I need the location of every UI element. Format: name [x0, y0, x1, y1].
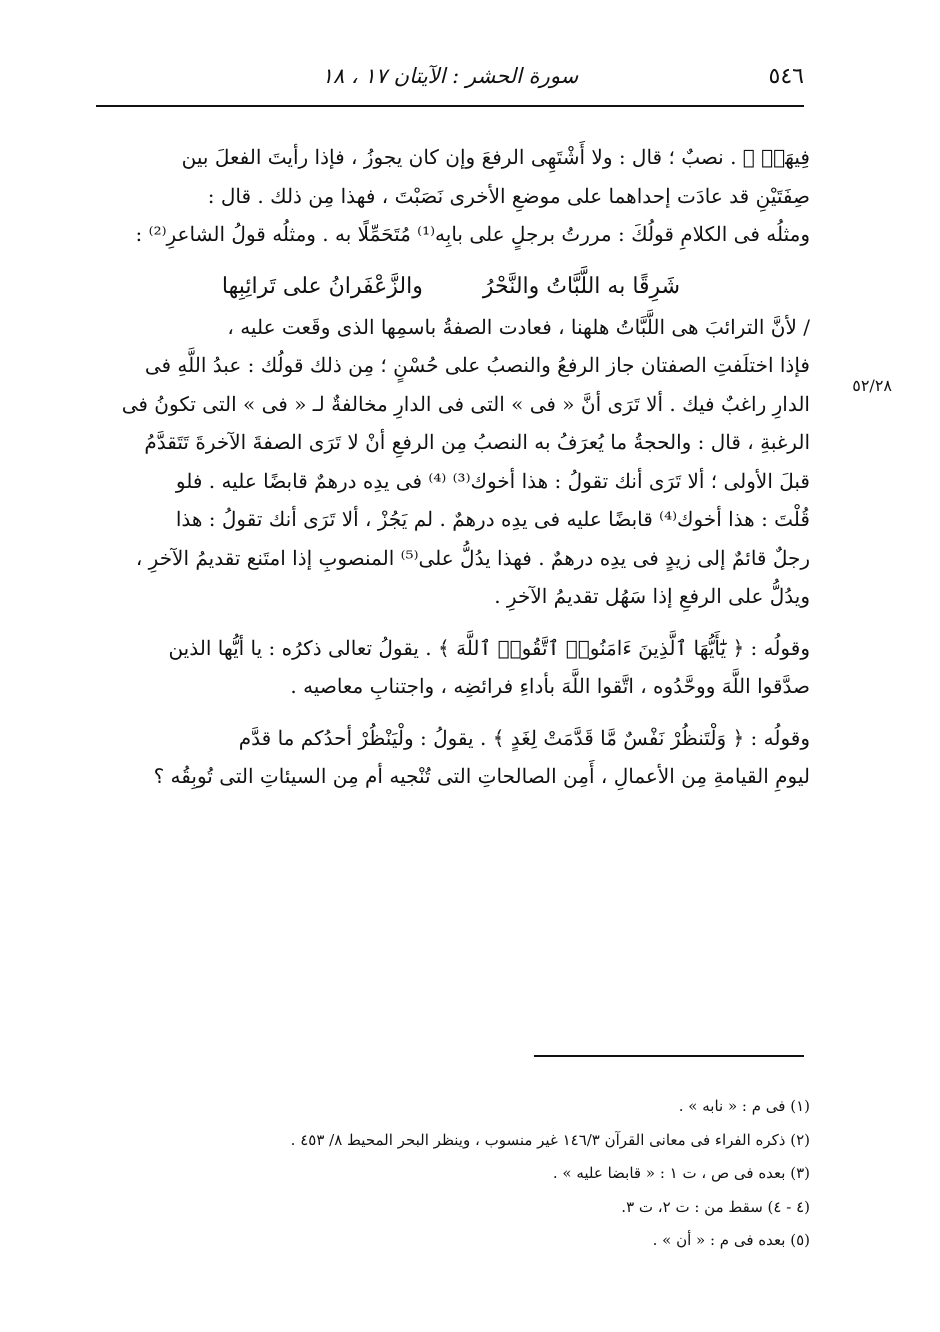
text-line: / لأنَّ الترائبَ هى اللَّبَّاتُ هلهنا ، فعادت الصفةُ باسمِها الذى وقَعت عليه ، [227, 314, 810, 339]
text-line: الدارِ راغبٌ فيك . ألا تَرَى أنَّ « فى » التى فى الدارِ مخالفةٌ لـ « فى » التى تكونُ فى [121, 391, 810, 416]
text-line: وقولُه : ﴿ يَٰٓأَيُّهَا ٱلَّذِينَ ءَامَنُوا۟ ٱتَّقُوا۟ ٱللَّهَ ﴾ . يقولُ تعالى ذكرُه : يا أيُّها الذين [168, 635, 810, 660]
running-title: سورة الحشر : الآيتان ١٧ ، ١٨ [321, 64, 579, 88]
text-line: ليومِ القيامةِ مِن الأعمالِ ، أَمِن الصالحاتِ التى تُنْجيه أم مِن السيئاتِ التى تُوبِقُه ؟ [153, 764, 810, 788]
paragraph-1 [92, 138, 810, 254]
paragraph-2 [92, 308, 810, 616]
page-number: ٥٤٦ [768, 64, 804, 89]
text-line: وقولُه : ﴿ وَلْتَنظُرْ نَفْسٌ مَّا قَدَّمَتْ لِغَدٍ ﴾ . يقولُ : ولْيَنْظُرْ أحدُكم ما قدَّم [238, 725, 810, 750]
page-header [96, 58, 804, 98]
text-line: فإذا اختلَفتِ الصفتان جاز الرفعُ والنصبُ على حُسْنٍ ؛ مِن ذلك قولُك : عبدُ اللَّهِ فى [144, 353, 810, 377]
verse-second-hemistich: والزَّعْفَرانُ على تَرائِبِها [221, 273, 423, 299]
margin-reference: ٥٢/٢٨ [852, 376, 892, 395]
footnotes [200, 1090, 810, 1258]
footnote-separator [534, 1055, 804, 1057]
main-text [92, 138, 810, 796]
footnote: (٢) ذكره الفراء فى معانى القرآن ١٤٦/٣ غير منسوب ، وينظر البحر المحيط ٨/ ٤٥٣ . [290, 1130, 810, 1149]
text-line: قبلَ الأولى ؛ ألا تَرَى أنك تقولُ : هذا أخوك⁽³⁾ ⁽⁴⁾ فى يدِه درهمٌ قابضًا عليه . فلو [175, 468, 810, 493]
poetry-verse [92, 268, 810, 306]
paragraph-4 [92, 719, 810, 796]
verse-first-hemistich: شَرِقًا به اللَّبَّاتُ والنَّحْرُ [482, 273, 681, 299]
text-line: رجلٌ قائمٌ إلى زيدٍ فى يدِه درهمٌ . فهذا يدُلُّ على⁽⁵⁾ المنصوبِ إذا امتَنع تقديمُ الآخرِ ، [135, 545, 810, 570]
text-line: الرغبةِ ، قال : والحجةُ ما يُعرَفُ به النصبُ مِن الرفعِ أنْ لا تَرَى الصفةَ الآخرةَ تَتَقدَّمُ [144, 430, 810, 454]
footnote: (٥) بعده فى م : « أن » . [652, 1231, 810, 1249]
footnote: (٣) بعده فى ص ، ت ١ : « قابضا عليه » . [552, 1164, 810, 1182]
text-line: صِفَتَيْنِ قد عادَت إحداهما على موضعِ الأخرى نَصَبْتَ ، فهذا مِن ذلك . قال : [207, 183, 810, 208]
text-line: قُلْتَ : هذا أخوك⁽⁴⁾ قابضًا عليه فى يدِه درهمٌ . لم يَجُزْ ، ألا تَرَى أنك تقولُ : هذا [175, 507, 810, 531]
paragraph-3 [92, 629, 810, 706]
footnote: (٤ - ٤) سقط من : ت ٢، ت ٣. [621, 1197, 810, 1216]
footnote: (١) فى م : « نابه » . [678, 1097, 810, 1115]
header-rule [96, 105, 804, 107]
text-line: فِيهَاۚ ﴾ . نصبٌ ؛ قال : ولا أَشْتَهِى الرفعَ وإن كان يجوزُ ، فإذا رأيتَ الفعلَ بين [181, 145, 810, 169]
text-line: ويدُلُّ على الرفعِ إذا سَهُل تقديمُ الآخرِ . [494, 584, 810, 608]
text-line: صدَّقوا اللَّهَ ووحَّدُوه ، اتَّقوا اللَّهَ بأداءِ فرائضِه ، واجتنابِ معاصيه . [290, 674, 810, 698]
text-line: ومثلُه فى الكلامِ قولُكَ : مررتُ برجلٍ على بابِه⁽¹⁾ مُتَحَمِّلًا به . ومثلُه قولُ الشاعرِ⁽²⁾ : [135, 222, 810, 246]
